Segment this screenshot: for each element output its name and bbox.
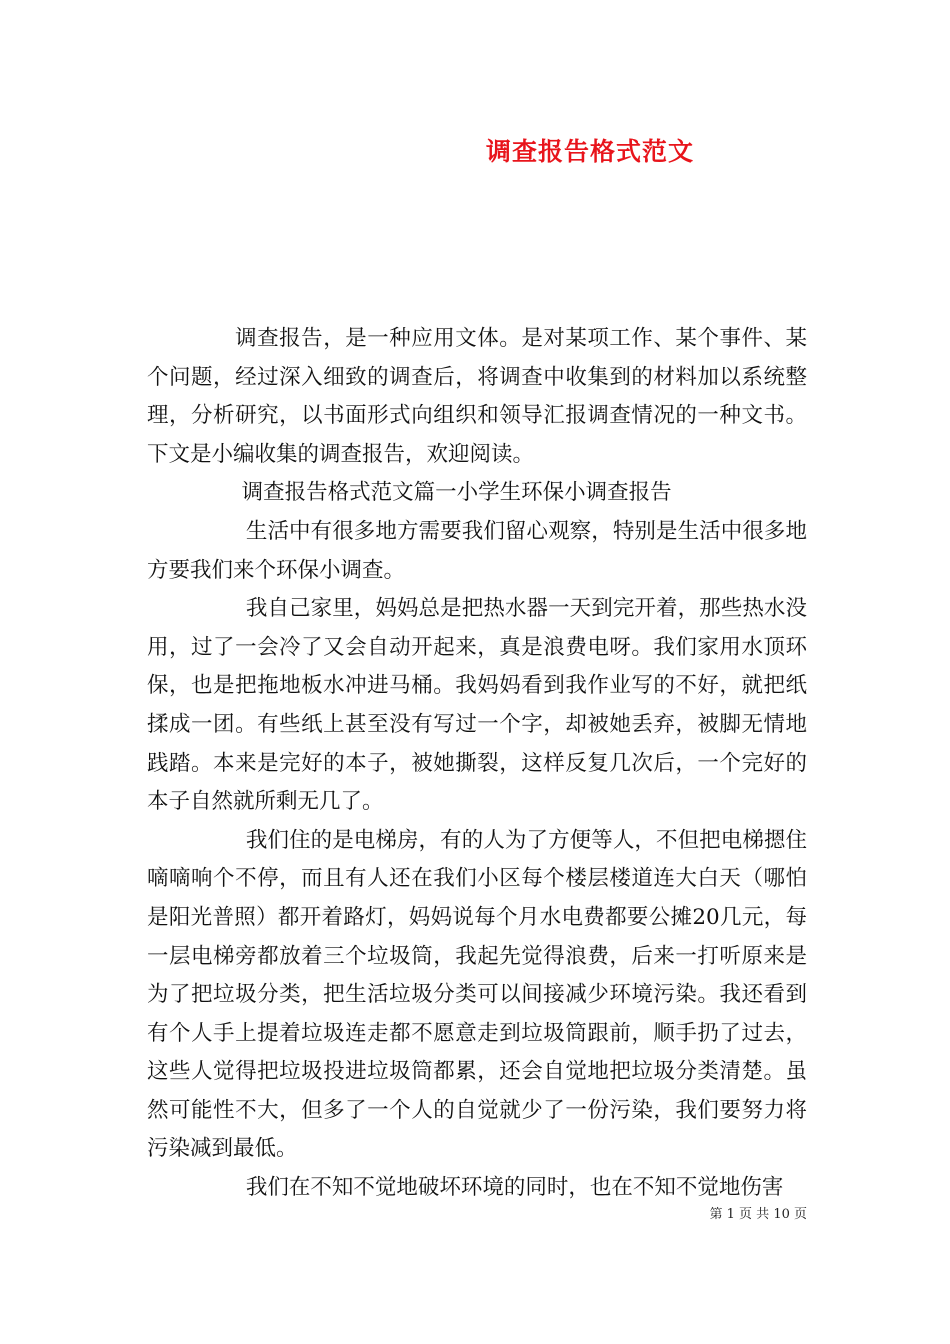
paragraph: 我们住的是电梯房，有的人为了方便等人，不但把电梯摁住嘀嘀响个不停，而且有人还在我们小区每个楼层楼道连大白天（哪怕是阳光普照）都开着路灯，妈妈说每个月水电费都要公摊20几元，每一层电梯旁都放着三个垃圾筒，我起先觉得浪费，后来一打听原来是为了把垃圾分类，把生活垃圾分类可以间接减少环境污染。我还看到有个人手上提着垃圾连走都不愿意走到垃圾筒跟前，顺手扔了过去，这些人觉得把垃圾投进垃圾筒都累，还会自觉地把垃圾分类清楚。虽然可能性不大，但多了一个人的自觉就少了一份污染，我们要努力将污染减到最低。 xyxy=(147,827,807,1162)
section-heading: 调查报告格式范文篇一小学生环保小调查报告 xyxy=(241,480,672,506)
paragraph: 我们在不知不觉地破坏环境的同时，也在不知不觉地伤害 xyxy=(245,1175,784,1201)
document-body xyxy=(147,320,807,1208)
document-title: 调查报告格式范文 xyxy=(485,137,694,166)
paragraph-intro: 调查报告，是一种应用文体。是对某项工作、某个事件、某个问题，经过深入细致的调查后，将调查中收集到的材料加以系统整理，分析研究，以书面形式向组织和领导汇报调查情况的一种文书。下文是小编收集的调查报告，欢迎阅读。 xyxy=(147,326,807,467)
paragraph: 生活中有很多地方需要我们留心观察，特别是生活中很多地方要我们来个环保小调查。 xyxy=(147,518,807,583)
page-number-footer: 第 1 页 共 10 页 xyxy=(709,1207,807,1222)
paragraph: 我自己家里，妈妈总是把热水器一天到完开着，那些热水没用，过了一会冷了又会自动开起来，真是浪费电呀。我们家用水顶环保，也是把拖地板水冲进马桶。我妈妈看到我作业写的不好，就把纸揉成一团。有些纸上甚至没有写过一个字，却被她丢弃，被脚无情地践踏。本来是完好的本子，被她撕裂，这样反复几次后，一个完好的本子自然就所剩无几了。 xyxy=(147,596,807,815)
